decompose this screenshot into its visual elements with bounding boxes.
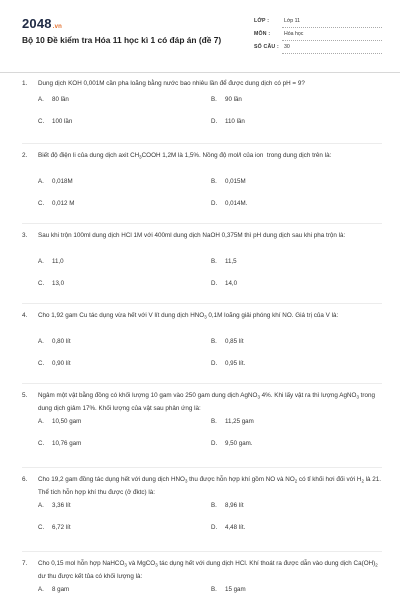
answer-option-letter: C.: [38, 118, 45, 125]
document-meta: [254, 16, 382, 55]
answer-option-text: 6,72 lít: [52, 524, 71, 531]
meta-class-row: [254, 16, 382, 29]
answer-option-text: 0,015M: [225, 178, 246, 185]
meta-subject-row: [254, 29, 382, 42]
answer-option-text: 14,0: [225, 280, 238, 287]
meta-class-value: Lớp 11: [284, 18, 300, 24]
answer-option-text: 3,36 lít: [52, 502, 71, 509]
answer-option-letter: A.: [38, 338, 44, 345]
answer-option[interactable]: [211, 418, 254, 425]
answer-option-letter: B.: [211, 502, 217, 509]
answer-option[interactable]: [211, 258, 237, 265]
answer-option[interactable]: [38, 586, 69, 593]
meta-count-value: 30: [284, 44, 290, 50]
answer-option-text: 0,012 M: [52, 200, 75, 207]
answer-option-text: 90 lần: [225, 96, 242, 103]
answer-option[interactable]: [211, 178, 246, 185]
answer-option-letter: A.: [38, 258, 44, 265]
answer-option-letter: D.: [211, 524, 218, 531]
answer-option-text: 10,50 gam: [52, 418, 82, 425]
question-divider: [22, 223, 382, 224]
answer-option-letter: C.: [38, 200, 45, 207]
answer-option-text: 13,0: [52, 280, 65, 287]
answer-option-letter: D.: [211, 360, 218, 367]
answer-option-text: 8 gam: [52, 586, 70, 593]
answer-option-letter: A.: [38, 96, 44, 103]
answer-option-letter: D.: [211, 440, 218, 447]
answer-option[interactable]: [211, 280, 237, 287]
answer-option-text: 4,48 lít.: [225, 524, 246, 531]
answer-option-letter: D.: [211, 118, 218, 125]
answer-option-letter: B.: [211, 178, 217, 185]
answer-option[interactable]: [38, 280, 64, 287]
answer-option[interactable]: [211, 118, 245, 125]
answer-option-text: 9,50 gam.: [225, 440, 253, 447]
answer-option[interactable]: [211, 586, 246, 593]
question-text: Sau khi trộn 100ml dung dịch HCl 1M với 400ml dung dịch NaOH 0,375M thì pH dung dịch sau khi pha trộn là:: [38, 232, 346, 239]
question-text: Ngâm một vật bằng đồng có khối lượng 10 gam vào 250 gam dung dịch AgNO$_3$ 4%. Khi lấy vật ra thì lượng AgNO$_3$ trong dung dịch giảm 17%. Khối lượng của vật sau phản ứng là:: [38, 392, 375, 412]
answer-option[interactable]: [211, 524, 245, 531]
question-number: 2.: [22, 152, 28, 159]
meta-subject-value: Hóa học: [284, 31, 304, 37]
question-text: Cho 19,2 gam đồng tác dụng hết với dung dịch $HNO_3$ thu được hỗn hợp khí gồm NO và $NO_2$ có tỉ khối hơi đối với $H_2$ là 21. Thể tích hỗn hợp khí thu được (ở đktc) là:: [38, 476, 382, 496]
answer-option-text: 0,90 lít: [52, 360, 71, 367]
answer-option-letter: C.: [38, 440, 45, 447]
meta-count-label: SỐ CÂU :: [254, 44, 279, 50]
logo-tld: .vn: [52, 24, 63, 30]
answer-option[interactable]: [211, 502, 244, 509]
answer-option[interactable]: [38, 178, 73, 185]
answer-option-letter: D.: [211, 280, 218, 287]
answer-option-text: 0,80 lít: [52, 338, 71, 345]
question-number: 7.: [22, 560, 28, 567]
answer-option-letter: A.: [38, 178, 44, 185]
answer-option[interactable]: [38, 96, 69, 103]
question-divider: [22, 303, 382, 304]
answer-option[interactable]: [211, 200, 247, 207]
question-divider: [22, 143, 382, 144]
question-text: Dung dịch KOH 0,001M cần pha loãng bằng nước bao nhiêu lần để được dung dịch có pH = 9?: [38, 80, 305, 87]
answer-option[interactable]: [38, 418, 81, 425]
meta-underline: [282, 40, 382, 41]
answer-option-text: 10,76 gam: [52, 440, 82, 447]
answer-option-text: 0,018M: [52, 178, 73, 185]
answer-option[interactable]: [211, 360, 245, 367]
question-text: Cho 0,15 mol hỗn hợp NaHCO$_3$ và MgCO$_3$ tác dụng hết với dung dịch HCl. Khí thoát ra được dẫn vào dung dịch $Ca(OH)_2$ dư thu được kết tủa có khối lượng là:: [38, 560, 378, 580]
answer-option-text: 0,95 lít.: [225, 360, 246, 367]
header-divider: [0, 72, 400, 73]
answer-option-letter: A.: [38, 586, 44, 593]
meta-underline: [282, 53, 382, 54]
answer-option[interactable]: [38, 338, 71, 345]
answer-option-text: 80 lần: [52, 96, 69, 103]
answer-option-letter: B.: [211, 96, 217, 103]
question-number: 4.: [22, 312, 28, 319]
answer-option-text: 110 lần: [225, 118, 245, 125]
question-divider: [22, 551, 382, 552]
answer-option-letter: A.: [38, 502, 44, 509]
site-logo[interactable]: [22, 16, 62, 31]
answer-option-text: 0,85 lít: [225, 338, 244, 345]
logo-text: 2048: [22, 16, 52, 31]
question-number: 5.: [22, 392, 28, 399]
answer-option[interactable]: [38, 502, 71, 509]
meta-underline: [282, 27, 382, 28]
question-number: 3.: [22, 232, 28, 239]
answer-option[interactable]: [38, 200, 74, 207]
answer-option[interactable]: [38, 258, 64, 265]
answer-option-letter: B.: [211, 586, 217, 593]
answer-option-letter: C.: [38, 280, 45, 287]
answer-option-letter: B.: [211, 338, 217, 345]
answer-option-text: 11,5: [225, 258, 237, 265]
question-divider: [22, 383, 382, 384]
answer-option-letter: D.: [211, 200, 218, 207]
answer-option[interactable]: [38, 440, 81, 447]
meta-class-label: LỚP :: [254, 18, 270, 24]
answer-option[interactable]: [211, 96, 242, 103]
question-divider: [22, 467, 382, 468]
answer-option-text: 11,25 gam: [225, 418, 254, 425]
page-header: [0, 0, 400, 66]
answer-option-text: 0,014M.: [225, 200, 248, 207]
question-number: 6.: [22, 476, 28, 483]
document-title: Bộ 10 Đề kiểm tra Hóa 11 học kì 1 có đáp án (đề 7): [22, 35, 222, 45]
answer-option[interactable]: [211, 440, 253, 447]
answer-option[interactable]: [38, 360, 71, 367]
answer-option[interactable]: [38, 524, 71, 531]
answer-option-text: 11,0: [52, 258, 64, 265]
answer-option-letter: C.: [38, 360, 45, 367]
meta-subject-label: MÔN :: [254, 31, 271, 37]
answer-option[interactable]: [211, 338, 244, 345]
answer-option-letter: A.: [38, 418, 44, 425]
answer-option-letter: B.: [211, 418, 217, 425]
answer-option[interactable]: [38, 118, 72, 125]
question-text: Biết độ điện li của dung dịch axit $CH_3COOH$ 1,2M là 1,5%. Nồng độ mol/l của ion trong dung dịch trên là:: [38, 152, 332, 160]
question-text: Cho 1,92 gam Cu tác dụng vừa hết với V lít dung dịch $HNO_3$ 0,1M loãng giải phóng khí NO. Giá trị của V là:: [38, 312, 339, 320]
answer-option-text: 8,96 lít: [225, 502, 244, 509]
answer-option-text: 15 gam: [225, 586, 246, 593]
answer-option-letter: C.: [38, 524, 45, 531]
meta-count-row: [254, 42, 382, 55]
question-number: 1.: [22, 80, 28, 87]
answer-option-text: 100 lần: [52, 118, 73, 125]
answer-option-letter: B.: [211, 258, 217, 265]
